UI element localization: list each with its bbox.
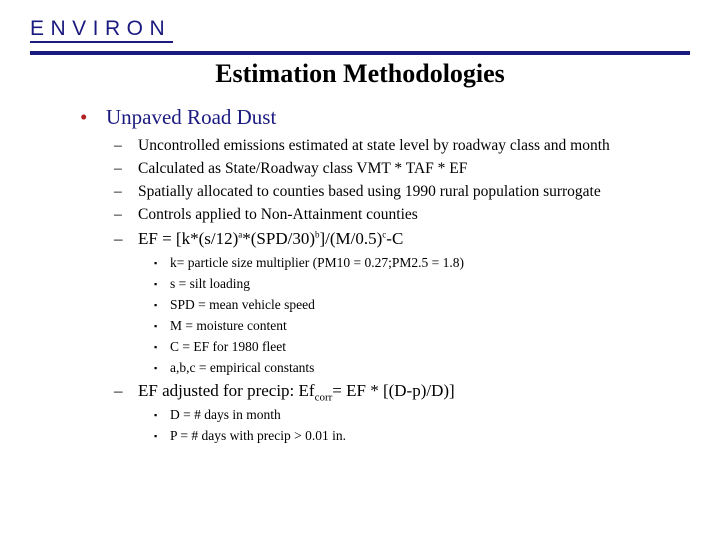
dash-icon: – <box>114 183 122 200</box>
precip-term-text: D = # days in month <box>170 407 281 422</box>
square-bullet-icon: ▪ <box>154 279 158 289</box>
square-bullet-icon: ▪ <box>154 410 158 420</box>
dash-icon: – <box>114 381 123 400</box>
dash-icon: – <box>114 206 122 223</box>
square-bullet-icon: ▪ <box>154 258 158 268</box>
formula-suffix: -C <box>386 229 404 248</box>
precip-formula <box>138 381 455 404</box>
formula-term-text: a,b,c = empirical constants <box>170 360 315 375</box>
square-bullet-icon: ▪ <box>154 363 158 373</box>
square-bullet-icon: ▪ <box>154 431 158 441</box>
list-item-text: Spatially allocated to counties based using 1990 rural population surrogate <box>138 183 601 200</box>
list-item-text: Controls applied to Non-Attainment counties <box>138 206 418 223</box>
list-item <box>80 205 680 224</box>
precip-sub: corr <box>314 391 333 404</box>
square-bullet-icon: ▪ <box>154 300 158 310</box>
formula-term <box>80 254 680 271</box>
bullet-icon: • <box>80 105 88 129</box>
list-item <box>80 182 680 201</box>
list-item-text: Calculated as State/Roadway class VMT * TAF * EF <box>138 160 468 177</box>
square-bullet-icon: ▪ <box>154 321 158 331</box>
environ-logo <box>30 17 175 44</box>
title-rule <box>30 51 690 55</box>
precip-term <box>80 427 680 444</box>
formula-exp-a: a <box>238 229 243 240</box>
main-bullet <box>80 104 680 130</box>
dash-icon: – <box>114 160 122 177</box>
formula-term-text: s = silt loading <box>170 276 250 291</box>
formula-exp-c: c <box>382 229 387 240</box>
formula-term <box>80 359 680 376</box>
list-item-text: Uncontrolled emissions estimated at state level by roadway class and month <box>138 137 610 154</box>
formula-term <box>80 317 680 334</box>
precip-suffix: = EF * [(D-p)/D)] <box>332 381 455 400</box>
logo-underline <box>30 41 173 43</box>
formula-term <box>80 275 680 292</box>
square-bullet-icon: ▪ <box>154 342 158 352</box>
formula-exp-b: b <box>314 229 320 240</box>
precip-item <box>80 380 680 402</box>
formula-term-text: k= particle size multiplier (PM10 = 0.27;PM2.5 = 1.8) <box>170 255 464 270</box>
slide-title: Estimation Methodologies <box>215 59 505 88</box>
formula <box>138 229 403 248</box>
dash-icon: – <box>114 137 122 154</box>
formula-term-text: SPD = mean vehicle speed <box>170 297 315 312</box>
formula-term-text: C = EF for 1980 fleet <box>170 339 286 354</box>
formula-mid2: ]/(M/0.5) <box>319 229 383 248</box>
formula-mid1: *(SPD/30) <box>242 229 315 248</box>
list-item <box>80 136 680 155</box>
slide-content <box>80 104 680 448</box>
formula-term <box>80 296 680 313</box>
formula-prefix: EF = [k*(s/12) <box>138 229 239 248</box>
formula-item <box>80 228 680 250</box>
precip-term <box>80 406 680 423</box>
precip-prefix: EF adjusted for precip: Ef <box>138 381 315 400</box>
main-bullet-label: Unpaved Road Dust <box>106 105 277 129</box>
dash-icon: – <box>114 229 123 248</box>
formula-term-text: M = moisture content <box>170 318 287 333</box>
precip-term-text: P = # days with precip > 0.01 in. <box>170 428 346 443</box>
logo-text: ENVIRON <box>30 17 172 40</box>
formula-term <box>80 338 680 355</box>
list-item <box>80 159 680 178</box>
